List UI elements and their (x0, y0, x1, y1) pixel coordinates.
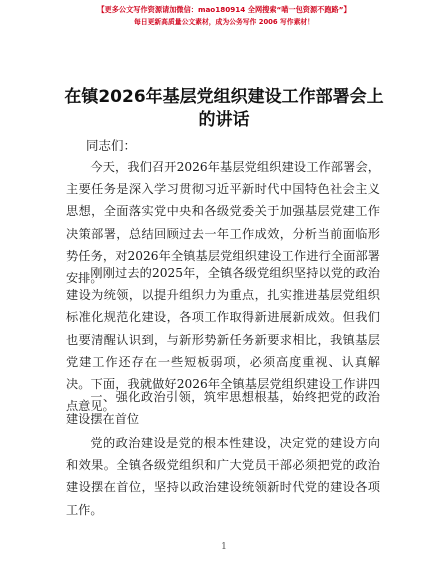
document-title: 在镇2026年基层党组织建设工作部署会上的讲话 (64, 87, 384, 130)
salutation: 同志们： (86, 138, 137, 153)
banner-line-1: 【更多公文写作资源请加微信：mao180914 全网搜索“喵一包资源不跑路”】 (97, 5, 351, 14)
section-heading-1: 一、强化政治引领，筑牢思想根基，始终把党的政治建设摆在首位 (66, 390, 380, 427)
page-number: 1 (221, 542, 227, 552)
paragraph-2: 刚刚过去的2025年，全镇各级党组织坚持以党的政治建设为统领，以提升组织力为重点，扎实推进基层党组织标准化规范化建设，各项工作取得新进展新成效。但我们也要清醒认识到，与新形势新任务新要求相比，我镇基层党建工作还存在一些短板弱项，必须高度重视、认真解决。下面，我就做好2026年全镇基层党组织建设工作讲四点意见。 (66, 266, 380, 414)
banner-line-2: 每日更新高质量公文素材，成为公务写作 2006 写作素材！ (134, 18, 314, 26)
paragraph-1: 今天，我们召开2026年基层党组织建设工作部署会，主要任务是深入学习贯彻习近平新时代中国特色社会主义思想，全面落实党中央和各级党委关于加强基层党建工作决策部署，总结回顾过去一年工作成效，分析当前面临形势任务，对2026年全镇基层党组织建设工作进行全面部署安排。 (66, 160, 380, 286)
paragraph-3: 党的政治建设是党的根本性建设，决定党的建设方向和效果。全镇各级党组织和广大党员干部必须把党的政治建设摆在首位，坚持以政治建设统领新时代党的建设各项工作。 (66, 436, 380, 517)
promo-banner (0, 4, 448, 28)
